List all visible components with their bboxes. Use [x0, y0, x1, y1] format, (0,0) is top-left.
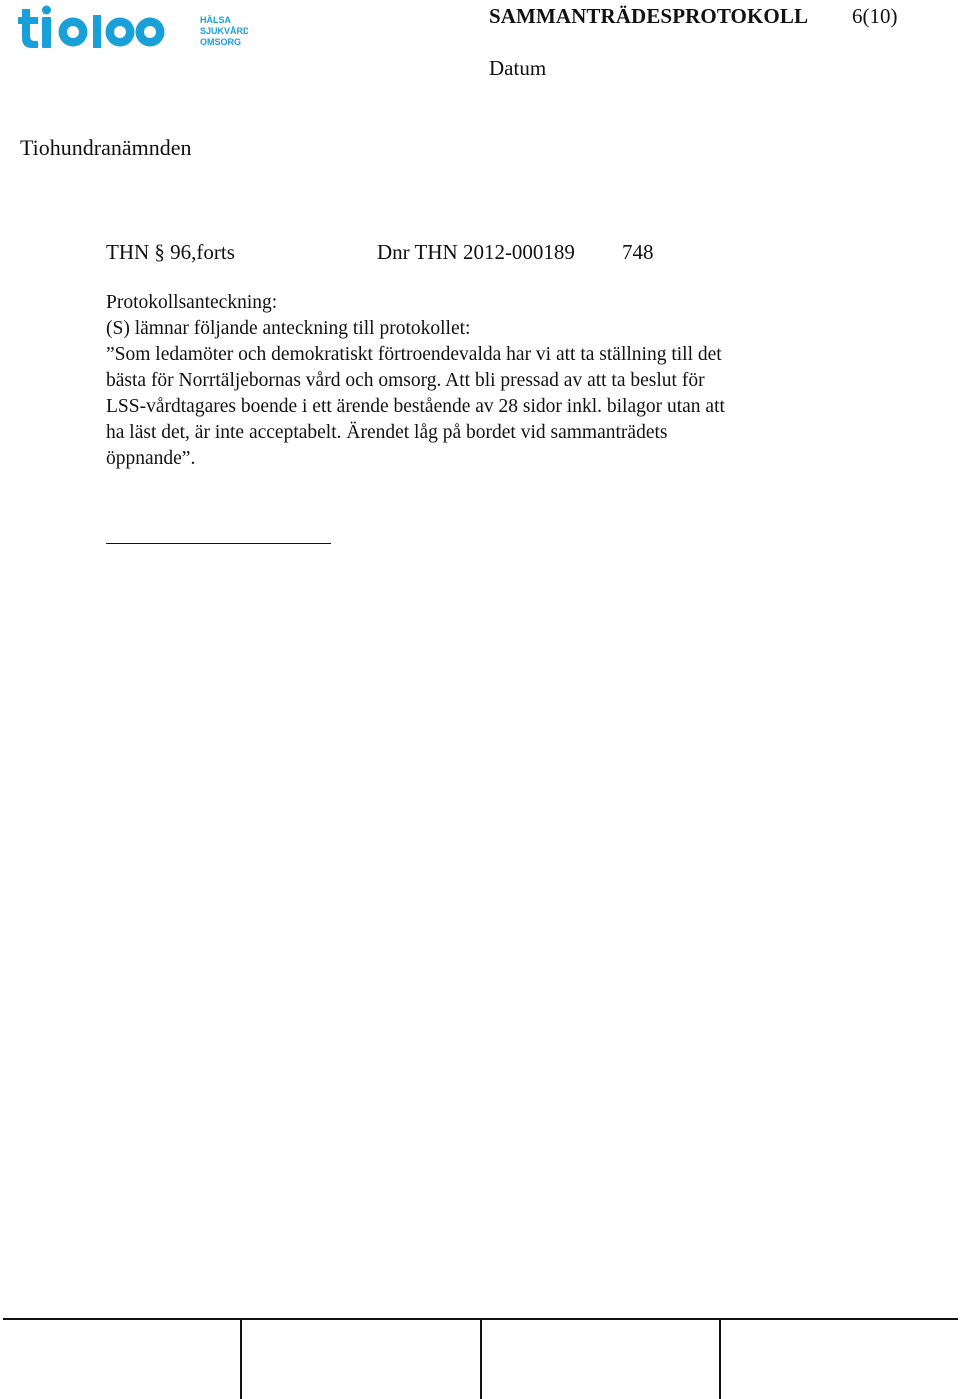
svg-text:SJUKVÅRD: SJUKVÅRD	[200, 26, 248, 36]
note-intro: (S) lämnar följande anteckning till protokollet:	[106, 318, 471, 339]
tio100-logo	[18, 3, 248, 49]
svg-text:OMSORG: OMSORG	[200, 37, 242, 47]
note-text-line: bästa för Norrtäljebornas vård och omsorg. Att bli pressad av att ta beslut för	[106, 370, 705, 391]
note-text-line: ha läst det, är inte acceptabelt. Ärendet låg på bordet vid sammanträdets	[106, 422, 668, 443]
note-text-line: ”Som ledamöter och demokratiskt förtroendevalda har vi att ta ställning till det	[106, 344, 722, 365]
note-heading: Protokollsanteckning:	[106, 292, 278, 313]
document-type-title: SAMMANTRÄDESPROTOKOLL	[489, 4, 809, 28]
signature-cell	[242, 1320, 481, 1399]
section-number: 748	[622, 240, 654, 264]
signature-table	[3, 1318, 958, 1399]
date-label: Datum	[489, 56, 547, 80]
diary-number: Dnr THN 2012-000189	[377, 240, 575, 264]
signature-cell	[3, 1320, 242, 1399]
note-text-line: öppnande”.	[106, 448, 196, 469]
section-reference: THN § 96,forts	[106, 240, 235, 264]
signature-cell	[721, 1320, 958, 1399]
protocol-note	[106, 290, 836, 472]
svg-text:HÄLSA: HÄLSA	[200, 15, 231, 25]
note-text-line: LSS-vårdtagares boende i ett ärende bestående av 28 sidor inkl. bilagor utan att	[106, 396, 725, 417]
tio100-logo-graphic	[18, 3, 248, 49]
signature-cell	[482, 1320, 721, 1399]
separator-line	[106, 543, 331, 544]
board-name: Tiohundranämnden	[20, 135, 192, 160]
page-number: 6(10)	[852, 4, 898, 28]
